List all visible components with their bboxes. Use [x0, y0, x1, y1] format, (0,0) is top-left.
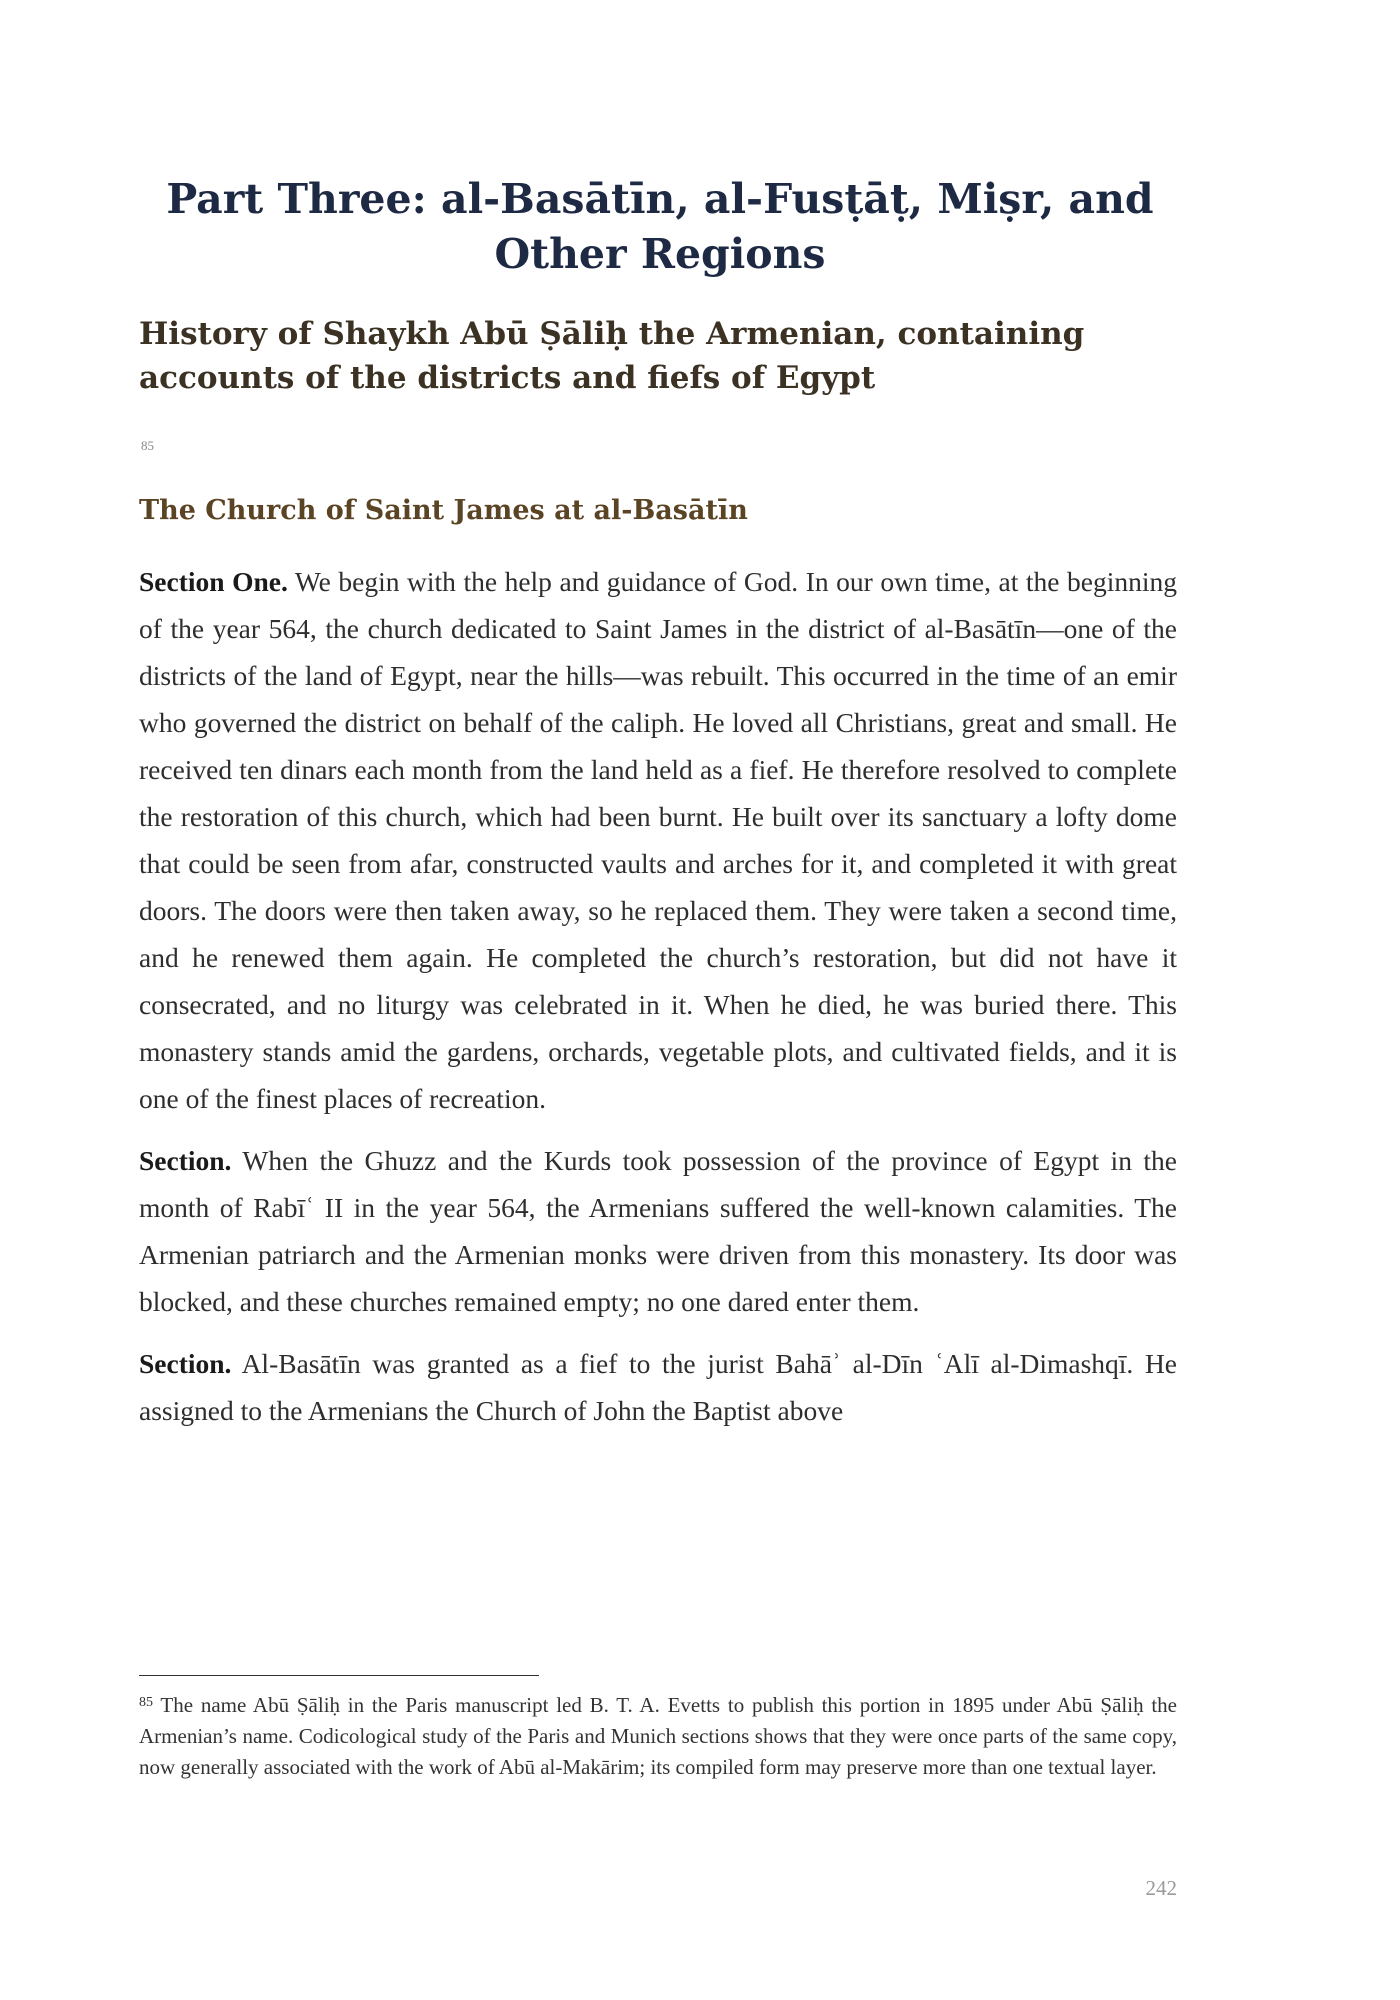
- footnote-divider: [139, 1675, 539, 1676]
- section-heading: The Church of Saint James at al-Basātīn: [139, 495, 748, 526]
- book-title: History of Shaykh Abū Ṣāliḥ the Armenian, containing accounts of the districts and fiefs of Egypt: [139, 316, 1085, 396]
- paragraph-text: Al-Basātīn was granted as a fief to the jurist Bahāʾ al-Dīn ʿAlī al-Dimashqī. He assigned to the Armenians the Church of John the Baptist above: [139, 1348, 1178, 1426]
- paragraph-lead: Section One.: [139, 566, 288, 597]
- paragraph-section-one: [139, 558, 1177, 1122]
- paragraph-text: When the Ghuzz and the Kurds took possession of the province of Egypt in the month of Rabīʿ II in the year 564, the Armenians suffered the well-known calamities. The Armenian patriarch and the Armenian monks were driven from this monastery. Its door was blocked, and these churches remained empty; no one dared enter them.: [139, 1145, 1177, 1317]
- footnote-number: 85: [139, 1695, 153, 1710]
- footnote-text: The name Abū Ṣāliḥ in the Paris manuscript led B. T. A. Evetts to publish this portion in 1895 under Abū Ṣāliḥ the Armenian’s name. Codicological study of the Paris and Munich sections shows that they were once parts of the same copy, now generally associated with the work of Abū al-Makārim; its compiled form may preserve more than one textual layer.: [139, 1693, 1178, 1779]
- paragraph-section-three: [139, 1340, 1177, 1434]
- footnote-marker[interactable]: 85: [141, 438, 154, 453]
- page-number: 242: [1145, 1876, 1177, 1900]
- footnote: [139, 1690, 1177, 1783]
- body-text: [139, 558, 1177, 1449]
- paragraph-lead: Section.: [139, 1348, 232, 1379]
- paragraph-section-two: [139, 1137, 1177, 1325]
- part-title: Part Three: al-Basātīn, al-Fusṭāṭ, Miṣr, and Other Regions: [166, 175, 1154, 278]
- paragraph-text: We begin with the help and guidance of God. In our own time, at the beginning of the year 564, the church dedicated to Saint James in the district of al-Basātīn—one of the districts of the land of Egypt, near the hills—was rebuilt. This occurred in the time of an emir who governed the district on behalf of the caliph. He loved all Christians, great and small. He received ten dinars each month from the land held as a fief. He therefore resolved to complete the restoration of this church, which had been burnt. He built over its sanctuary a lofty dome that could be seen from afar, constructed vaults and arches for it, and completed it with great doors. The doors were then taken away, so he replaced them. They were taken a second time, and he renewed them again. He completed the church’s restoration, but did not have it consecrated, and no liturgy was celebrated in it. When he died, he was buried there. This monastery stands amid the gardens, orchards, vegetable plots, and cultivated fields, and it is one of the finest places of recreation.: [139, 566, 1177, 1114]
- paragraph-lead: Section.: [139, 1145, 232, 1176]
